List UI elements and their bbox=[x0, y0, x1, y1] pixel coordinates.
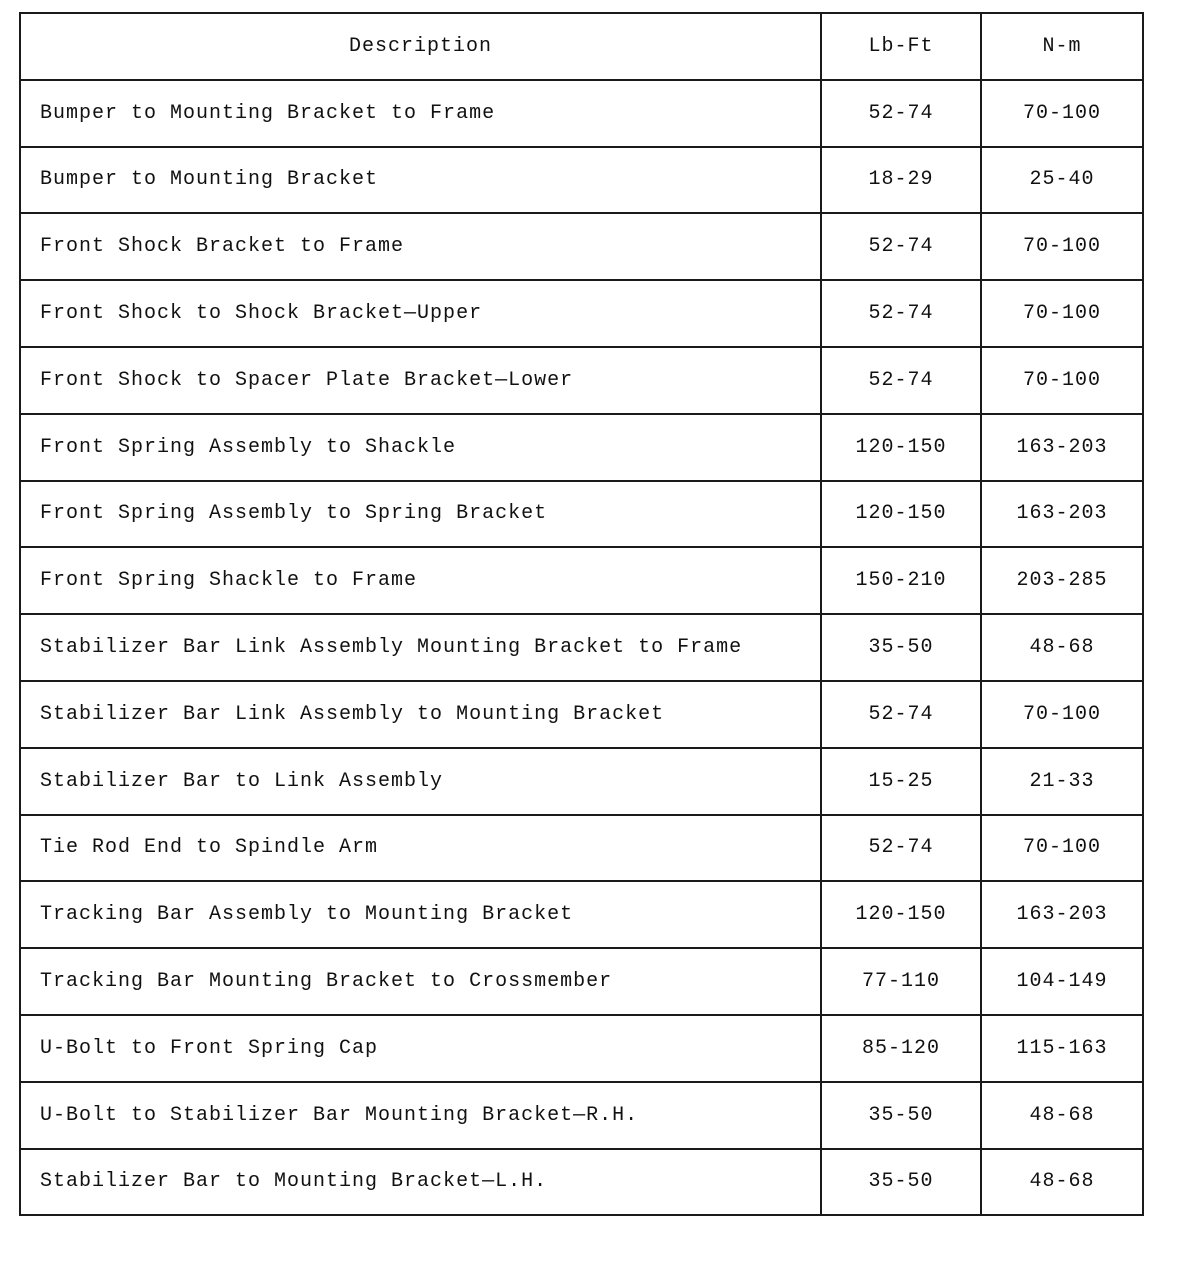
lb-ft-cell: 85-120 bbox=[821, 1015, 981, 1082]
lb-ft-cell: 120-150 bbox=[821, 881, 981, 948]
table-row bbox=[20, 347, 1143, 414]
lb-ft-cell: 35-50 bbox=[821, 614, 981, 681]
table-row bbox=[20, 481, 1143, 548]
n-m-cell: 48-68 bbox=[981, 1149, 1143, 1216]
n-m-cell: 70-100 bbox=[981, 80, 1143, 147]
description-cell: Stabilizer Bar Link Assembly Mounting Bracket to Frame bbox=[20, 614, 821, 681]
lb-ft-cell: 15-25 bbox=[821, 748, 981, 815]
table-row bbox=[20, 748, 1143, 815]
n-m-cell: 70-100 bbox=[981, 213, 1143, 280]
header-row bbox=[20, 13, 1143, 80]
description-cell: Tracking Bar Assembly to Mounting Bracket bbox=[20, 881, 821, 948]
description-cell: U-Bolt to Stabilizer Bar Mounting Bracket—R.H. bbox=[20, 1082, 821, 1149]
lb-ft-cell: 18-29 bbox=[821, 147, 981, 214]
description-cell: Front Spring Shackle to Frame bbox=[20, 547, 821, 614]
n-m-cell: 163-203 bbox=[981, 414, 1143, 481]
n-m-cell: 21-33 bbox=[981, 748, 1143, 815]
header-n-m: N-m bbox=[981, 13, 1143, 80]
table-body bbox=[20, 80, 1143, 1216]
table-row bbox=[20, 1149, 1143, 1216]
n-m-cell: 163-203 bbox=[981, 881, 1143, 948]
description-cell: Front Spring Assembly to Spring Bracket bbox=[20, 481, 821, 548]
n-m-cell: 70-100 bbox=[981, 681, 1143, 748]
n-m-cell: 115-163 bbox=[981, 1015, 1143, 1082]
torque-spec-table bbox=[19, 12, 1144, 1216]
table-row bbox=[20, 948, 1143, 1015]
table-row bbox=[20, 414, 1143, 481]
table-row bbox=[20, 547, 1143, 614]
table-row bbox=[20, 147, 1143, 214]
description-cell: Front Spring Assembly to Shackle bbox=[20, 414, 821, 481]
description-cell: Stabilizer Bar Link Assembly to Mounting Bracket bbox=[20, 681, 821, 748]
header-description: Description bbox=[20, 13, 821, 80]
table-row bbox=[20, 815, 1143, 882]
lb-ft-cell: 77-110 bbox=[821, 948, 981, 1015]
n-m-cell: 48-68 bbox=[981, 1082, 1143, 1149]
lb-ft-cell: 35-50 bbox=[821, 1082, 981, 1149]
n-m-cell: 25-40 bbox=[981, 147, 1143, 214]
n-m-cell: 203-285 bbox=[981, 547, 1143, 614]
n-m-cell: 163-203 bbox=[981, 481, 1143, 548]
description-cell: Stabilizer Bar to Link Assembly bbox=[20, 748, 821, 815]
description-cell: U-Bolt to Front Spring Cap bbox=[20, 1015, 821, 1082]
table-row bbox=[20, 213, 1143, 280]
lb-ft-cell: 52-74 bbox=[821, 347, 981, 414]
table-row bbox=[20, 881, 1143, 948]
lb-ft-cell: 52-74 bbox=[821, 80, 981, 147]
table-row bbox=[20, 80, 1143, 147]
lb-ft-cell: 150-210 bbox=[821, 547, 981, 614]
table-row bbox=[20, 1015, 1143, 1082]
description-cell: Bumper to Mounting Bracket bbox=[20, 147, 821, 214]
lb-ft-cell: 120-150 bbox=[821, 414, 981, 481]
n-m-cell: 70-100 bbox=[981, 815, 1143, 882]
header-lb-ft: Lb-Ft bbox=[821, 13, 981, 80]
lb-ft-cell: 35-50 bbox=[821, 1149, 981, 1216]
lb-ft-cell: 52-74 bbox=[821, 213, 981, 280]
n-m-cell: 70-100 bbox=[981, 347, 1143, 414]
description-cell: Front Shock Bracket to Frame bbox=[20, 213, 821, 280]
description-cell: Front Shock to Spacer Plate Bracket—Lower bbox=[20, 347, 821, 414]
table-row bbox=[20, 681, 1143, 748]
table-row bbox=[20, 1082, 1143, 1149]
n-m-cell: 48-68 bbox=[981, 614, 1143, 681]
lb-ft-cell: 120-150 bbox=[821, 481, 981, 548]
description-cell: Front Shock to Shock Bracket—Upper bbox=[20, 280, 821, 347]
description-cell: Stabilizer Bar to Mounting Bracket—L.H. bbox=[20, 1149, 821, 1216]
table-row bbox=[20, 614, 1143, 681]
table-row bbox=[20, 280, 1143, 347]
n-m-cell: 70-100 bbox=[981, 280, 1143, 347]
description-cell: Tie Rod End to Spindle Arm bbox=[20, 815, 821, 882]
description-cell: Bumper to Mounting Bracket to Frame bbox=[20, 80, 821, 147]
description-cell: Tracking Bar Mounting Bracket to Crossmember bbox=[20, 948, 821, 1015]
lb-ft-cell: 52-74 bbox=[821, 815, 981, 882]
lb-ft-cell: 52-74 bbox=[821, 280, 981, 347]
lb-ft-cell: 52-74 bbox=[821, 681, 981, 748]
n-m-cell: 104-149 bbox=[981, 948, 1143, 1015]
